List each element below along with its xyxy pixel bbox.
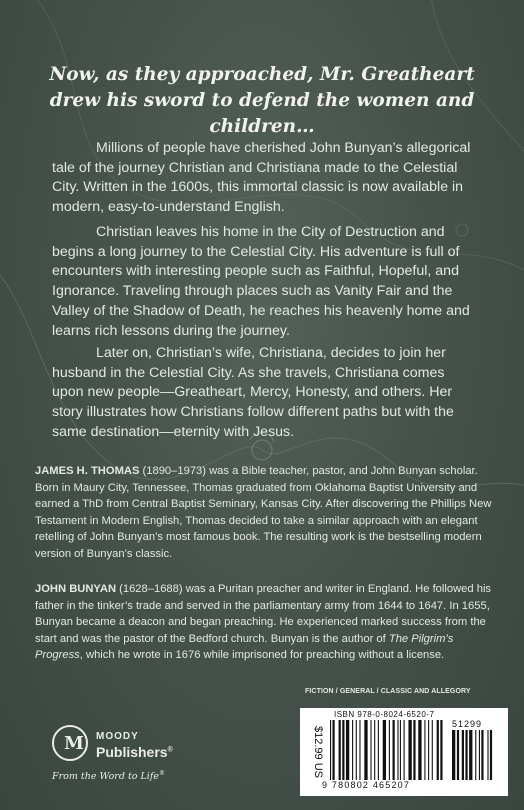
bio-thomas-name: JAMES H. THOMAS	[35, 465, 140, 477]
moody-logo-icon	[52, 725, 88, 761]
category-label: FICTION / GENERAL / CLASSIC AND ALLEGORY	[305, 688, 471, 695]
barcode-bar	[413, 720, 415, 780]
barcode-bar	[330, 720, 331, 780]
barcode-bar	[364, 720, 367, 780]
isbn-label: ISBN 978-0-8024-6520-7	[334, 710, 435, 719]
barcode-bar	[383, 720, 386, 780]
trademark-mark: ®	[167, 746, 173, 754]
publisher-name-line2	[96, 744, 173, 760]
barcode-bar	[481, 730, 483, 780]
blurb-paragraph-2: Christian leaves his home in the City of Destruction and begins a long journey to the Celestial City. His adventure is full of encounters with interesting people such as Faithful, Hopeful, and Ignorance. Traveling through places such as Vanity Fair and the Valley of the Shadow of Death, he reaches his heavenly home and learns rich lessons during the journey.	[52, 224, 470, 339]
bio-thomas-text: (1890–1973) was a Bible teacher, pastor, and John Bunyan scholar. Born in Maury City, Tennessee, Thomas graduated from Oklahoma Baptist University and earned a ThD from Central Baptist Seminary, Kansas City. After discovering the Phillips New Testament in Modern English, Thomas decided to take a similar approach with an elegant retelling of John Bunyan’s most famous book. The resulting work is the bestselling modern version of Bunyan’s classic.	[35, 465, 492, 560]
barcode-bar	[462, 730, 464, 780]
logo-letter: M	[64, 733, 84, 754]
ean-barcode	[330, 720, 444, 780]
addon-barcode	[452, 730, 496, 780]
barcode-bar	[374, 720, 375, 780]
barcode-bar	[397, 720, 398, 780]
barcode-bar	[437, 720, 439, 780]
bio-james-thomas	[35, 463, 495, 563]
barcode-bar	[469, 730, 472, 780]
barcode-bar	[432, 720, 433, 780]
tagline: Now, as they approached, Mr. Greatheart drew his sword to defend the women and children…	[49, 64, 475, 137]
barcode-bar	[389, 720, 390, 780]
ean-digits: 9 780802 465207	[322, 780, 411, 790]
slogan-trademark-mark: ®	[158, 770, 165, 777]
barcode-bar	[428, 720, 429, 780]
bio-bunyan-name: JOHN BUNYAN	[35, 583, 117, 595]
barcode-bar	[487, 730, 488, 780]
barcode-box	[300, 708, 508, 796]
publisher-name-line2-text: Publishers	[96, 744, 168, 760]
barcode-bar	[465, 730, 467, 780]
blurb-paragraph-1: Millions of people have cherished John Bunyan’s allegorical tale of the journey Christian and Christiana made to the Celestial City. Written in the 1600s, this immortal classic is now available in modern, easy-to-understand English.	[52, 140, 471, 216]
barcode-bar	[424, 720, 425, 780]
blurb-paragraph-3: Later on, Christian’s wife, Christiana, decides to join her husband in the Celestial City. As she travels, Christiana comes upon new people—Greatheart, Mercy, Honesty, and others. Her story illustrates how Christians follow different paths but with the same destination—eternity with Jesus.	[52, 345, 454, 440]
barcode-bar	[475, 730, 476, 780]
bio-bunyan-text-1: (1628–1688) was a Puritan preacher and writer in England. He followed his father in the tinker’s trade and served in the parliamentary army from 1644 to 1647. In 1655, Bunyan became a deacon and began preaching. He experienced marked success from the start and was the pastor of the Bedford church. Bunyan is the author of	[35, 583, 492, 645]
barcode-bar	[440, 720, 442, 780]
barcode-bar	[339, 720, 341, 780]
barcode-bar	[393, 720, 395, 780]
barcode-bar	[408, 720, 411, 780]
barcode-bar	[479, 730, 480, 780]
barcode-bar	[404, 720, 405, 780]
barcode-bar	[352, 720, 353, 780]
barcode-bar	[356, 720, 357, 780]
barcode-bar	[378, 720, 379, 780]
publisher-slogan	[52, 770, 165, 782]
barcode-bar	[342, 720, 344, 780]
publisher-name-line1: MOODY	[96, 731, 139, 742]
publisher-slogan-text: From the Word to Life	[52, 771, 159, 783]
barcode-bar	[346, 720, 349, 780]
barcode-bar	[332, 720, 334, 780]
barcode-bar	[418, 720, 421, 780]
barcode-bar	[359, 720, 360, 780]
bio-bunyan-text-2: , which he wrote in 1676 while imprisoned for preaching without a license.	[79, 649, 445, 662]
barcode-bar	[400, 720, 401, 780]
bio-john-bunyan	[35, 581, 495, 664]
addon-digits: 51299	[452, 719, 483, 729]
barcode-bar	[370, 720, 371, 780]
bio-bunyan-book-title: The Pilgrim’s Progress	[35, 632, 454, 662]
barcode-bar	[457, 730, 459, 780]
barcode-bar	[452, 730, 455, 780]
barcode-bar	[490, 730, 492, 780]
price-label: $12.99 US	[312, 726, 324, 778]
